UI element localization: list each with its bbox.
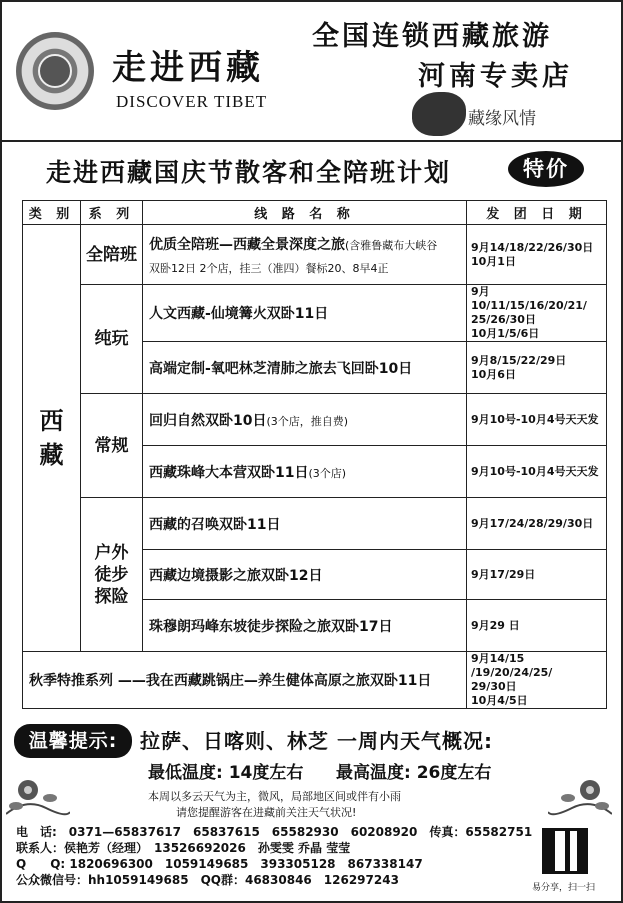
route-name: 高端定制-氧吧林芝清肺之旅去飞回卧10日 (149, 360, 413, 377)
contact-person-line: 联系人：侯艳芳（经理） 13526692026 孙雯雯 乔晶 莹莹 (16, 841, 351, 855)
region-label: 西 藏 (39, 407, 64, 469)
date-text: 9月29 日 (471, 618, 520, 632)
flower-decoration-icon (548, 768, 612, 818)
table-header-row (23, 201, 607, 225)
date-cell (467, 550, 607, 600)
brand-name-en: DISCOVER TIBET (116, 92, 268, 111)
special-series-row (23, 652, 607, 709)
category-cell: 常规 (81, 394, 143, 498)
date-cell (467, 285, 607, 342)
qr-caption: 易分享，扫一扫 (532, 883, 596, 893)
route-cell (143, 550, 467, 600)
date-text: 9月10号-10月4号天天发 (471, 412, 599, 426)
qq-line: Q Q: 1820696300 1059149685 393305128 867338147 (16, 857, 423, 871)
route-note: (3个店，推自费) (266, 414, 349, 428)
route-cell (143, 285, 467, 342)
table-row (23, 225, 607, 285)
header-route: 线 路 名 称 (143, 201, 467, 225)
route-cell (143, 342, 467, 394)
shop-logo-text: 藏缘风情 (468, 109, 536, 129)
route-note: (3个店) (308, 466, 347, 480)
phone-line: 电 话: 0371—65837617 65837615 65582930 60208920 传真：65582751 (16, 825, 533, 839)
qr-code-icon[interactable] (542, 828, 588, 874)
date-text: 9月14/15 /19/20/24/25/ 29/30日 10月4/5日 (471, 652, 553, 707)
temperature-low: 最低温度: 14度左右 (148, 763, 304, 783)
date-cell (467, 394, 607, 446)
discover-tibet-seal-logo (16, 32, 94, 110)
route-cell (143, 446, 467, 498)
date-cell (467, 446, 607, 498)
date-text: 9月10号-10月4号天天发 (471, 464, 599, 478)
date-text: 9月8/15/22/29日 10月6日 (471, 353, 567, 381)
flower-decoration-icon (6, 768, 70, 818)
region-cell (23, 225, 81, 652)
route-name: 西藏边境摄影之旅双卧12日 (149, 567, 323, 584)
route-note: (含雅鲁藏布大峡谷 (345, 238, 438, 252)
special-series-label: 秋季特推系列 ——我在西藏跳锅庄—养生健体高原之旅双卧11日 (23, 652, 467, 709)
seal-center-icon (38, 54, 72, 88)
date-text: 9月14/18/22/26/30日 10月1日 (471, 240, 594, 268)
date-cell (467, 600, 607, 652)
route-name: 西藏珠峰大本营双卧11日 (149, 464, 309, 481)
date-cell (467, 652, 607, 709)
date-cell (467, 225, 607, 285)
page-title: 走进西藏国庆节散客和全陪班计划 (46, 158, 452, 187)
shop-slogan-line1: 全国连锁西藏旅游 (312, 21, 552, 52)
weather-reminder: 请您提醒游客在进藏前关注天气状况! (176, 806, 357, 819)
route-name: 西藏的召唤双卧11日 (149, 516, 281, 533)
special-price-badge: 特价 (508, 151, 584, 187)
date-text: 9月17/29日 (471, 567, 536, 581)
route-name: 珠穆朗玛峰东坡徒步探险之旅双卧17日 (149, 618, 393, 635)
calligraphy-logo-icon (412, 92, 466, 136)
shop-slogan-line2: 河南专卖店 (418, 61, 573, 92)
title-band (2, 144, 621, 196)
category-cell: 纯玩 (81, 285, 143, 394)
brand-name-cn: 走进西藏 (112, 48, 264, 88)
table-row (23, 285, 607, 342)
date-text: 9月17/24/28/29/30日 (471, 516, 594, 530)
temperature-high: 最高温度: 26度左右 (336, 763, 492, 783)
route-cell (143, 394, 467, 446)
header (2, 2, 621, 142)
date-cell (467, 342, 607, 394)
route-cell (143, 498, 467, 550)
category-label: 户外 徒步 探险 (94, 542, 129, 607)
contact-info (16, 824, 533, 888)
date-cell (467, 498, 607, 550)
route-detail: 双卧12日 2个店，挂三（准四）餐标20、8早4正 (149, 261, 389, 275)
header-category: 类 别 (23, 201, 81, 225)
date-text: 9月10/11/15/16/20/21/ 25/26/30日 10月1/5/6日 (471, 285, 587, 340)
route-cell (143, 600, 467, 652)
wechat-line: 公众微信号：hh1059149685 QQ群：46830846 126297243 (16, 873, 399, 887)
tips-badge: 温馨提示: (14, 724, 132, 758)
category-cell (81, 498, 143, 652)
route-name: 人文西藏-仙境篝火双卧11日 (149, 306, 329, 322)
tour-plan-table (22, 200, 607, 709)
weather-note: 本周以多云天气为主，微风，局部地区间或伴有小雨 (148, 790, 401, 803)
table-row (23, 498, 607, 550)
header-dates: 发 团 日 期 (467, 201, 607, 225)
route-name: 优质全陪班—西藏全景深度之旅 (149, 236, 345, 253)
weather-title: 拉萨、日喀则、林芝 一周内天气概况: (140, 729, 493, 753)
route-cell (143, 225, 467, 285)
header-series: 系 列 (81, 201, 143, 225)
table-row (23, 394, 607, 446)
shop-logo (412, 92, 592, 136)
route-name: 回归自然双卧10日 (149, 412, 267, 429)
category-cell: 全陪班 (81, 225, 143, 285)
